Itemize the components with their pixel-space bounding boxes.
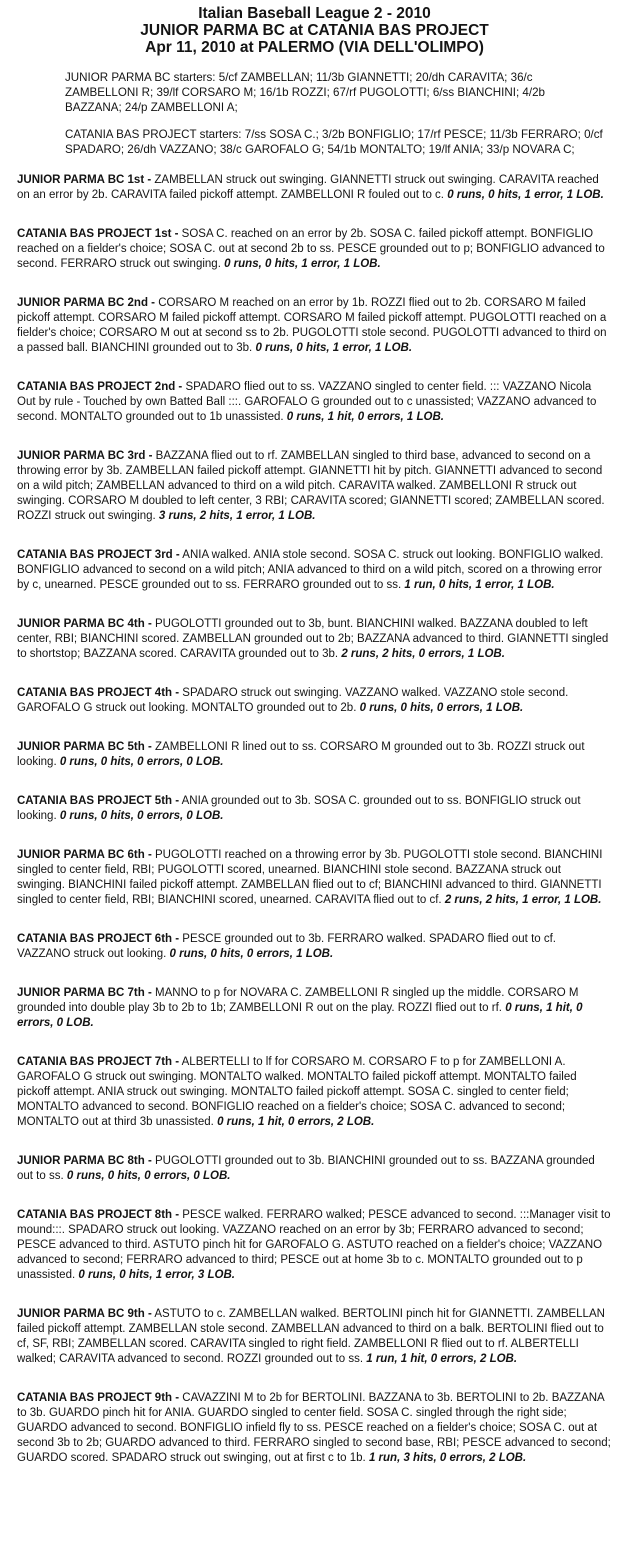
inning-team-label: JUNIOR PARMA BC 6th - <box>17 849 152 861</box>
inning-summary: 0 runs, 0 hits, 0 errors, 1 LOB. <box>169 948 334 960</box>
inning-paragraph <box>17 173 612 203</box>
inning-plays: ZAMBELLONI R lined out to ss. CORSARO M grounded out to 3b. ROZZI struck out looking. <box>17 741 585 768</box>
inning-team-label: JUNIOR PARMA BC 3rd - <box>17 450 153 462</box>
inning-paragraph <box>17 227 612 272</box>
inning-team-label: JUNIOR PARMA BC 7th - <box>17 987 152 999</box>
date-location: Apr 11, 2010 at PALERMO (VIA DELL'OLIMPO) <box>145 39 484 56</box>
inning-plays: ANIA walked. ANIA stole second. SOSA C. struck out looking. BONFIGLIO walked. BONFIGLIO advanced to second on a wild pitch; ANIA advanced to third on a wild pitch, scored on a throwing error by c, unearned. PESCE grounded out to ss. FERRARO grounded out to ss. <box>17 549 604 591</box>
inning-paragraph <box>17 1391 612 1466</box>
inning-team-label: JUNIOR PARMA BC 4th - <box>17 618 152 630</box>
inning-team-label: JUNIOR PARMA BC 2nd - <box>17 297 155 309</box>
inning-paragraph <box>17 296 612 356</box>
inning-plays: SPADARO struck out swinging. VAZZANO walked. VAZZANO stole second. GAROFALO G struck out looking. MONTALTO grounded out to 2b. <box>17 687 569 714</box>
inning-plays: SOSA C. reached on an error by 2b. SOSA C. failed pickoff attempt. BONFIGLIO reached on a fielder's choice; SOSA C. out at second 2b to ss. PESCE grounded out to p; BONFIGLIO advanced to second. FERRARO struck out swinging. <box>17 228 605 270</box>
inning-paragraph <box>17 617 612 662</box>
inning-plays: MANNO to p for NOVARA C. ZAMBELLONI R singled up the middle. CORSARO M grounded into double play 3b to 2b to 1b; ZAMBELLONI R out on the play. ROZZI flied out to rf. <box>17 987 579 1014</box>
inning-summary: 1 run, 3 hits, 0 errors, 2 LOB. <box>368 1452 527 1464</box>
inning-team-label: CATANIA BAS PROJECT 6th - <box>17 933 180 945</box>
inning-plays: PUGOLOTTI grounded out to 3b, bunt. BIANCHINI walked. BAZZANA doubled to left center, RBI; BIANCHINI scored. ZAMBELLAN grounded out to 2b; BAZZANA advanced to third. GIANNETTI singled to shortstop; BAZZANA scored. CARAVITA grounded out to 3b. <box>17 618 609 660</box>
inning-team-label: JUNIOR PARMA BC 1st - <box>17 174 152 186</box>
inning-team-label: CATANIA BAS PROJECT 5th - <box>17 795 180 807</box>
inning-summary: 0 runs, 0 hits, 1 error, 3 LOB. <box>78 1269 235 1281</box>
inning-paragraph <box>17 848 612 908</box>
inning-team-label: CATANIA BAS PROJECT 3rd - <box>17 549 180 561</box>
matchup-title: JUNIOR PARMA BC at CATANIA BAS PROJECT <box>140 22 489 39</box>
inning-paragraph <box>17 1307 612 1367</box>
inning-plays: PESCE grounded out to 3b. FERRARO walked. SPADARO flied out to cf. VAZZANO struck out looking. <box>17 933 556 960</box>
inning-summary: 1 run, 1 hit, 0 errors, 2 LOB. <box>366 1353 518 1365</box>
inning-plays: ANIA grounded out to 3b. SOSA C. grounded out to ss. BONFIGLIO struck out looking. <box>17 795 581 822</box>
inning-paragraph <box>17 548 612 593</box>
inning-team-label: CATANIA BAS PROJECT 2nd - <box>17 381 183 393</box>
inning-team-label: CATANIA BAS PROJECT 4th - <box>17 687 180 699</box>
inning-summary: 0 runs, 1 hit, 0 errors, 0 LOB. <box>17 1002 583 1029</box>
inning-summary: 0 runs, 0 hits, 0 errors, 0 LOB. <box>59 810 224 822</box>
inning-summary: 0 runs, 0 hits, 1 error, 1 LOB. <box>447 189 604 201</box>
inning-plays: BAZZANA flied out to rf. ZAMBELLAN singled to third base, advanced to second on a throwing error by 3b. ZAMBELLAN failed pickoff attempt. GIANNETTI hit by pitch. GIANNETTI advanced to second on a wild pitch; ZAMBELLAN advanced to third on a wild pitch. CARAVITA walked. ZAMBELLONI R struck out swinging. CORSARO M doubled to left center, 3 RBI; CARAVITA scored; GIANNETTI scored; ZAMBELLAN scored. ROZZI struck out swinging. <box>17 450 605 522</box>
inning-summary: 2 runs, 2 hits, 1 error, 1 LOB. <box>444 894 602 906</box>
inning-summary: 0 runs, 0 hits, 1 error, 1 LOB. <box>255 342 413 354</box>
inning-plays: CORSARO M reached on an error by 1b. ROZZI flied out to 2b. CORSARO M failed pickoff attempt. CORSARO M failed pickoff attempt. CORSARO M failed pickoff attempt. PUGOLOTTI reached on a fielder's choice; CORSARO M out at second ss to 2b. PUGOLOTTI stole second. PUGOLOTTI advanced to third on a passed ball. BIANCHINI grounded out to 3b. <box>17 297 607 354</box>
inning-summary: 0 runs, 0 hits, 1 error, 1 LOB. <box>224 258 381 270</box>
inning-team-label: JUNIOR PARMA BC 8th - <box>17 1155 152 1167</box>
inning-summary: 1 run, 0 hits, 1 error, 1 LOB. <box>404 579 555 591</box>
inning-team-label: CATANIA BAS PROJECT 9th - <box>17 1392 180 1404</box>
inning-paragraph <box>17 1208 612 1283</box>
inning-team-label: CATANIA BAS PROJECT 8th - <box>17 1209 180 1221</box>
inning-summary: 0 runs, 0 hits, 0 errors, 0 LOB. <box>59 756 224 768</box>
inning-team-label: CATANIA BAS PROJECT 7th - <box>17 1056 180 1068</box>
inning-plays: SPADARO flied out to ss. VAZZANO singled to center field. ::: VAZZANO Nicola Out by rule - Touched by own Batted Ball :::. GAROFALO G grounded out to c unassisted; VAZZANO advanced to second. MONTALTO grounded out to 1b unassisted. <box>17 381 597 423</box>
inning-plays: PESCE walked. FERRARO walked; PESCE advanced to second. :::Manager visit to mound:::. SPADARO struck out looking. VAZZANO reached on an error by 3b; FERRARO advanced to second; PESCE advanced to third. ASTUTO pinch hit for GAROFALO G. ASTUTO reached on a fielder's choice; VAZZANO advanced to second; FERRARO advanced to third; PESCE out at home 3b to c. MONTALTO grounded out to p unassisted. <box>17 1209 611 1281</box>
inning-plays: ALBERTELLI to lf for CORSARO M. CORSARO F to p for ZAMBELLONI A. GAROFALO G struck out swinging. MONTALTO walked. MONTALTO failed pickoff attempt. MONTALTO failed pickoff attempt. ANIA struck out swinging. MONTALTO failed pickoff attempt. SOSA C. singled to center field; MONTALTO advanced to second. BONFIGLIO reached on a fielder's choice; SOSA C. advanced to second; MONTALTO out at third 3b unassisted. <box>17 1056 577 1128</box>
inning-plays: ZAMBELLAN struck out swinging. GIANNETTI struck out swinging. CARAVITA reached on an error by 2b. CARAVITA failed pickoff attempt. ZAMBELLONI R fouled out to c. <box>17 174 599 201</box>
away-starters: JUNIOR PARMA BC starters: 5/cf ZAMBELLAN; 11/3b GIANNETTI; 20/dh CARAVITA; 36/c ZAMBELLONI R; 39/lf CORSARO M; 16/1b ROZZI; 67/rf PUGOLOTTI; 6/ss BIANCHINI; 4/2b BAZZANA; 24/p ZAMBELLONI A; <box>65 71 545 114</box>
inning-team-label: JUNIOR PARMA BC 5th - <box>17 741 152 753</box>
inning-paragraph <box>17 686 612 716</box>
inning-paragraph <box>17 380 612 425</box>
inning-plays: CAVAZZINI M to 2b for BERTOLINI. BAZZANA to 3b. BERTOLINI to 2b. BAZZANA to 3b. GUARDO pinch hit for ANIA. GUARDO singled to center field. SOSA C. singled through the right side; GUARDO advanced to second. BONFIGLIO infield fly to ss. PESCE reached on a fielder's choice; SOSA C. out at second 3b to 2b; GUARDO advanced to third. FERRARO singled to second base, RBI; PESCE advanced to second; GUARDO scored. SPADARO struck out swinging, out at first c to 1b. <box>17 1392 611 1464</box>
inning-plays: PUGOLOTTI reached on a throwing error by 3b. PUGOLOTTI stole second. BIANCHINI singled to center field, RBI; PUGOLOTTI scored, unearned. BIANCHINI stole second. BAZZANA struck out swinging. BIANCHINI failed pickoff attempt. ZAMBELLAN flied out to cf; BIANCHINI advanced to third. GIANNETTI singled to center field, RBI; BIANCHINI scored, unearned. CARAVITA flied out to cf. <box>17 849 603 906</box>
inning-paragraph <box>17 449 612 524</box>
inning-summary: 0 runs, 0 hits, 0 errors, 0 LOB. <box>66 1170 231 1182</box>
game-header <box>17 5 612 56</box>
inning-team-label: CATANIA BAS PROJECT 1st - <box>17 228 179 240</box>
inning-plays: PUGOLOTTI grounded out to 3b. BIANCHINI grounded out to ss. BAZZANA grounded out to ss. <box>17 1155 595 1182</box>
home-starters: CATANIA BAS PROJECT starters: 7/ss SOSA C.; 3/2b BONFIGLIO; 17/rf PESCE; 11/3b FERRARO; 0/cf SPADARO; 26/dh VAZZANO; 38/c GAROFALO G; 54/1b MONTALTO; 19/lf ANIA; 33/p NOVARA C; <box>65 128 603 156</box>
inning-paragraph <box>17 932 612 962</box>
inning-summary: 0 runs, 1 hit, 0 errors, 1 LOB. <box>286 411 444 423</box>
inning-paragraph <box>17 1154 612 1184</box>
inning-summary: 0 runs, 0 hits, 0 errors, 1 LOB. <box>359 702 524 714</box>
inning-paragraph <box>17 986 612 1031</box>
inning-paragraph <box>17 740 612 770</box>
inning-paragraph <box>17 1055 612 1130</box>
innings-list <box>17 173 612 1466</box>
inning-summary: 3 runs, 2 hits, 1 error, 1 LOB. <box>158 510 316 522</box>
inning-team-label: JUNIOR PARMA BC 9th - <box>17 1308 152 1320</box>
league-title: Italian Baseball League 2 - 2010 <box>198 5 431 22</box>
inning-summary: 2 runs, 2 hits, 0 errors, 1 LOB. <box>341 648 505 660</box>
inning-plays: ASTUTO to c. ZAMBELLAN walked. BERTOLINI pinch hit for GIANNETTI. ZAMBELLAN failed pickoff attempt. ZAMBELLAN stole second. ZAMBELLAN advanced to third on a balk. BERTOLINI flied out to cf, SF, RBI; ZAMBELLAN scored. CARAVITA singled to right field. ZAMBELLONI R flied out to rf. ALBERTELLI walked; CARAVITA advanced to second. ROZZI grounded out to ss. <box>17 1308 605 1365</box>
inning-paragraph <box>17 794 612 824</box>
inning-summary: 0 runs, 1 hit, 0 errors, 2 LOB. <box>217 1116 375 1128</box>
